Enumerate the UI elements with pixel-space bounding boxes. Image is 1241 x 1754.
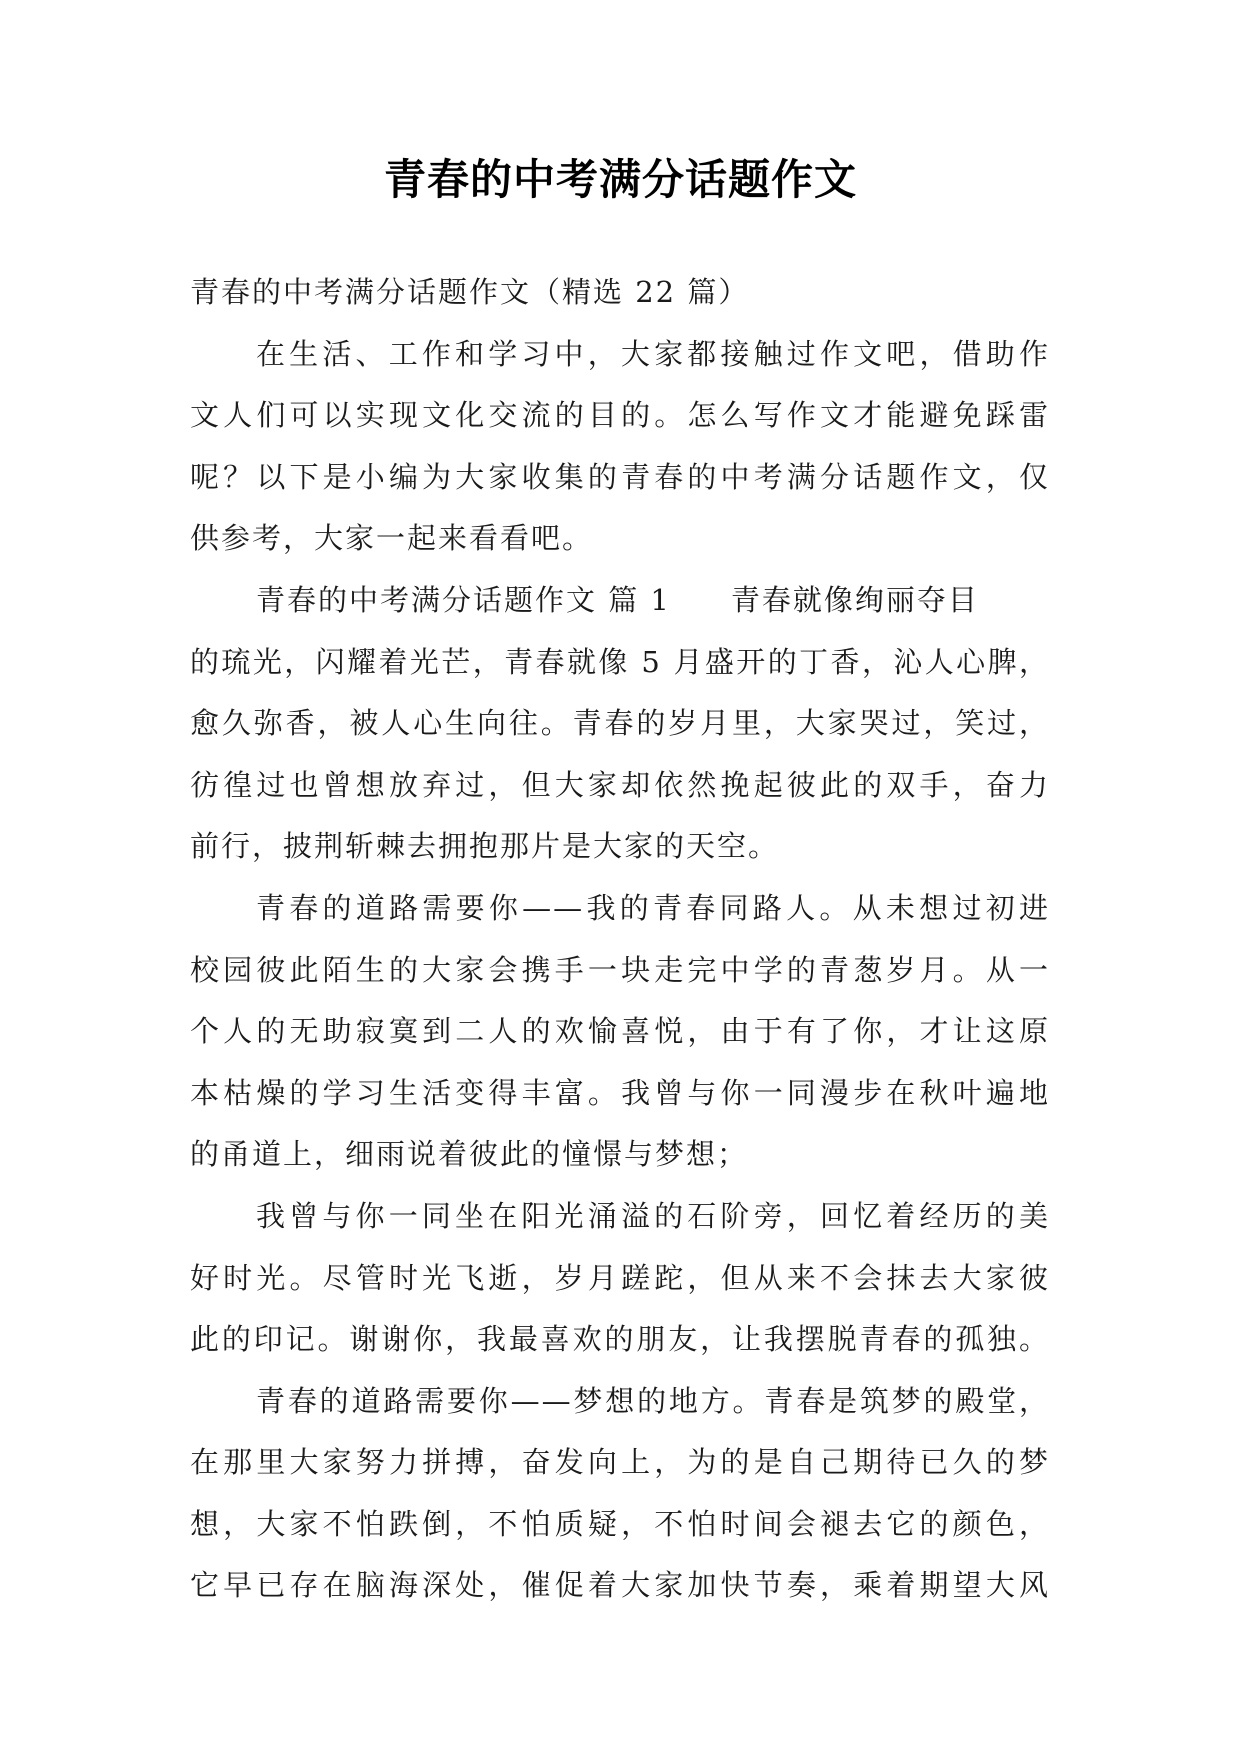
paragraph-line: 想，大家不怕跌倒，不怕质疑，不怕时间会褪去它的颜色，: [190, 1506, 1050, 1541]
document-body: [190, 262, 1050, 1617]
paragraph-line: 供参考，大家一起来看看吧。: [190, 521, 594, 556]
section-heading-line: [190, 570, 1050, 632]
paragraph-line: 在那里大家努力拼搏，奋发向上，为的是自己期待已久的梦: [190, 1445, 1050, 1480]
paragraph-line: 个人的无助寂寞到二人的欢愉喜悦，由于有了你，才让这原: [190, 1014, 1050, 1049]
paragraph-line: 在生活、工作和学习中，大家都接触过作文吧，借助作: [256, 336, 1050, 371]
paragraph-line: 彷徨过也曾想放弃过，但大家却依然挽起彼此的双手，奋力: [190, 767, 1050, 802]
paragraph-line: 它早已存在脑海深处，催促着大家加快节奏，乘着期望大风: [190, 1568, 1050, 1603]
paragraph-line: 青春的道路需要你——梦想的地方。青春是筑梦的殿堂，: [256, 1383, 1050, 1418]
paragraph-line: 的甬道上，细雨说着彼此的憧憬与梦想；: [190, 1137, 749, 1172]
subtitle-line: 青春的中考满分话题作文（精选 22 篇）: [190, 275, 750, 309]
paragraph-line: 我曾与你一同坐在阳光涌溢的石阶旁，回忆着经历的美: [256, 1198, 1050, 1233]
paragraph-line: 青春的道路需要你——我的青春同路人。从未想过初进: [256, 890, 1050, 925]
paragraph-line: 呢？以下是小编为大家收集的青春的中考满分话题作文，仅: [190, 459, 1050, 494]
paragraph-line: 前行，披荆斩棘去拥抱那片是大家的天空。: [190, 829, 780, 864]
section-opening-text: 青春就像绚丽夺目: [730, 582, 979, 617]
paragraph-line: 此的印记。谢谢你，我最喜欢的朋友，让我摆脱青春的孤独。: [190, 1322, 1050, 1357]
document-title: 青春的中考满分话题作文: [383, 155, 857, 204]
paragraph-line: 文人们可以实现文化交流的目的。怎么写作文才能避免踩雷: [190, 398, 1050, 433]
paragraph-line: 愈久弥香，被人心生向往。青春的岁月里，大家哭过，笑过，: [190, 706, 1050, 741]
paragraph-line: 好时光。尽管时光飞逝，岁月蹉跎，但从来不会抹去大家彼: [190, 1260, 1050, 1295]
paragraph-line: 的琉光，闪耀着光芒，青春就像 5 月盛开的丁香，沁人心脾，: [190, 644, 1050, 679]
paragraph-line: 校园彼此陌生的大家会携手一块走完中学的青葱岁月。从一: [190, 952, 1050, 987]
section-heading: 青春的中考满分话题作文 篇 1: [256, 582, 671, 617]
paragraph-line: 本枯燥的学习生活变得丰富。我曾与你一同漫步在秋叶遍地: [190, 1075, 1050, 1110]
